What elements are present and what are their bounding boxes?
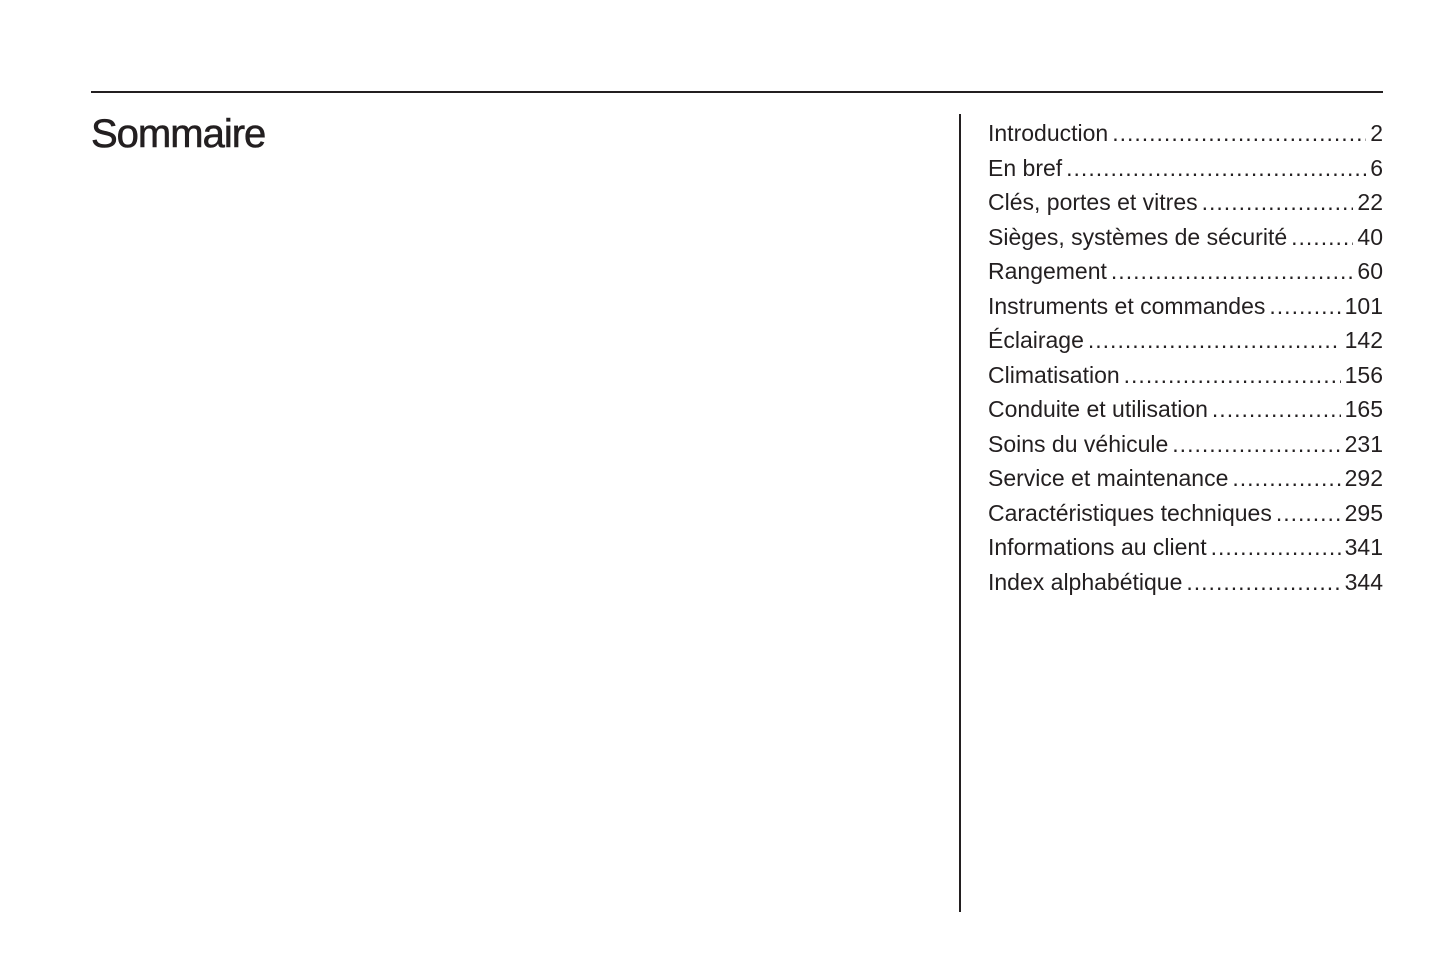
toc-page-number: 6 [1370,154,1383,181]
toc-page-number: 231 [1344,430,1383,457]
toc-page-number: 142 [1344,327,1383,353]
toc-page-number: 40 [1357,223,1383,250]
toc-label: Climatisation [988,361,1120,388]
toc-page-number: 101 [1344,292,1383,319]
toc-label: En bref [988,154,1063,181]
toc-page-number: 341 [1344,534,1383,560]
toc-entry[interactable] [988,293,1383,328]
toc-leader [1276,500,1341,527]
toc-label: Index alphabétique [988,568,1183,595]
toc-entry[interactable] [988,431,1383,466]
toc-entry[interactable] [988,327,1383,362]
toc-entry[interactable] [988,534,1383,569]
toc-page-number: 156 [1344,361,1383,388]
toc-label: Soins du véhicule [988,430,1169,457]
toc-leader [1111,258,1353,285]
top-rule [91,91,1383,93]
toc-entry[interactable] [988,500,1383,535]
toc-leader [1172,431,1340,458]
toc-entry[interactable] [988,120,1383,155]
toc-entry[interactable] [988,189,1383,224]
toc-leader [1088,327,1341,354]
toc-entry[interactable] [988,465,1383,500]
toc-label: Clés, portes et vitres [988,189,1198,215]
toc-entry[interactable] [988,155,1383,190]
toc-leader [1232,465,1340,492]
toc-label: Sièges, systèmes de sécurité [988,223,1288,250]
toc-page-number: 344 [1344,568,1383,595]
toc-label: Service et maintenance [988,465,1229,491]
toc-leader [1112,120,1366,147]
toc-entry[interactable] [988,362,1383,397]
toc-page-number: 295 [1344,499,1383,526]
toc-page-number: 60 [1357,258,1383,284]
toc-label: Informations au client [988,534,1207,560]
toc-label: Rangement [988,258,1107,284]
column-divider [959,114,961,912]
toc-label: Instruments et commandes [988,292,1266,319]
toc-entry[interactable] [988,569,1383,604]
toc-label: Éclairage [988,327,1084,353]
toc-label: Conduite et utilisation [988,396,1208,422]
toc-label: Caractéristiques techniques [988,499,1272,526]
toc-page-number: 292 [1344,465,1383,491]
toc-leader [1202,189,1354,216]
page-title: Sommaire [91,112,266,156]
table-of-contents [988,120,1383,603]
toc-leader [1124,362,1341,389]
toc-page-number: 165 [1344,396,1383,422]
toc-entry[interactable] [988,258,1383,293]
toc-label: Introduction [988,120,1109,146]
toc-leader [1186,569,1340,596]
toc-page-number: 22 [1357,189,1383,215]
toc-leader [1269,293,1340,320]
toc-leader [1066,155,1366,182]
toc-page-number: 2 [1370,120,1383,146]
toc-leader [1212,396,1341,423]
toc-leader [1211,534,1341,561]
toc-leader [1291,224,1353,251]
toc-entry[interactable] [988,224,1383,259]
toc-entry[interactable] [988,396,1383,431]
